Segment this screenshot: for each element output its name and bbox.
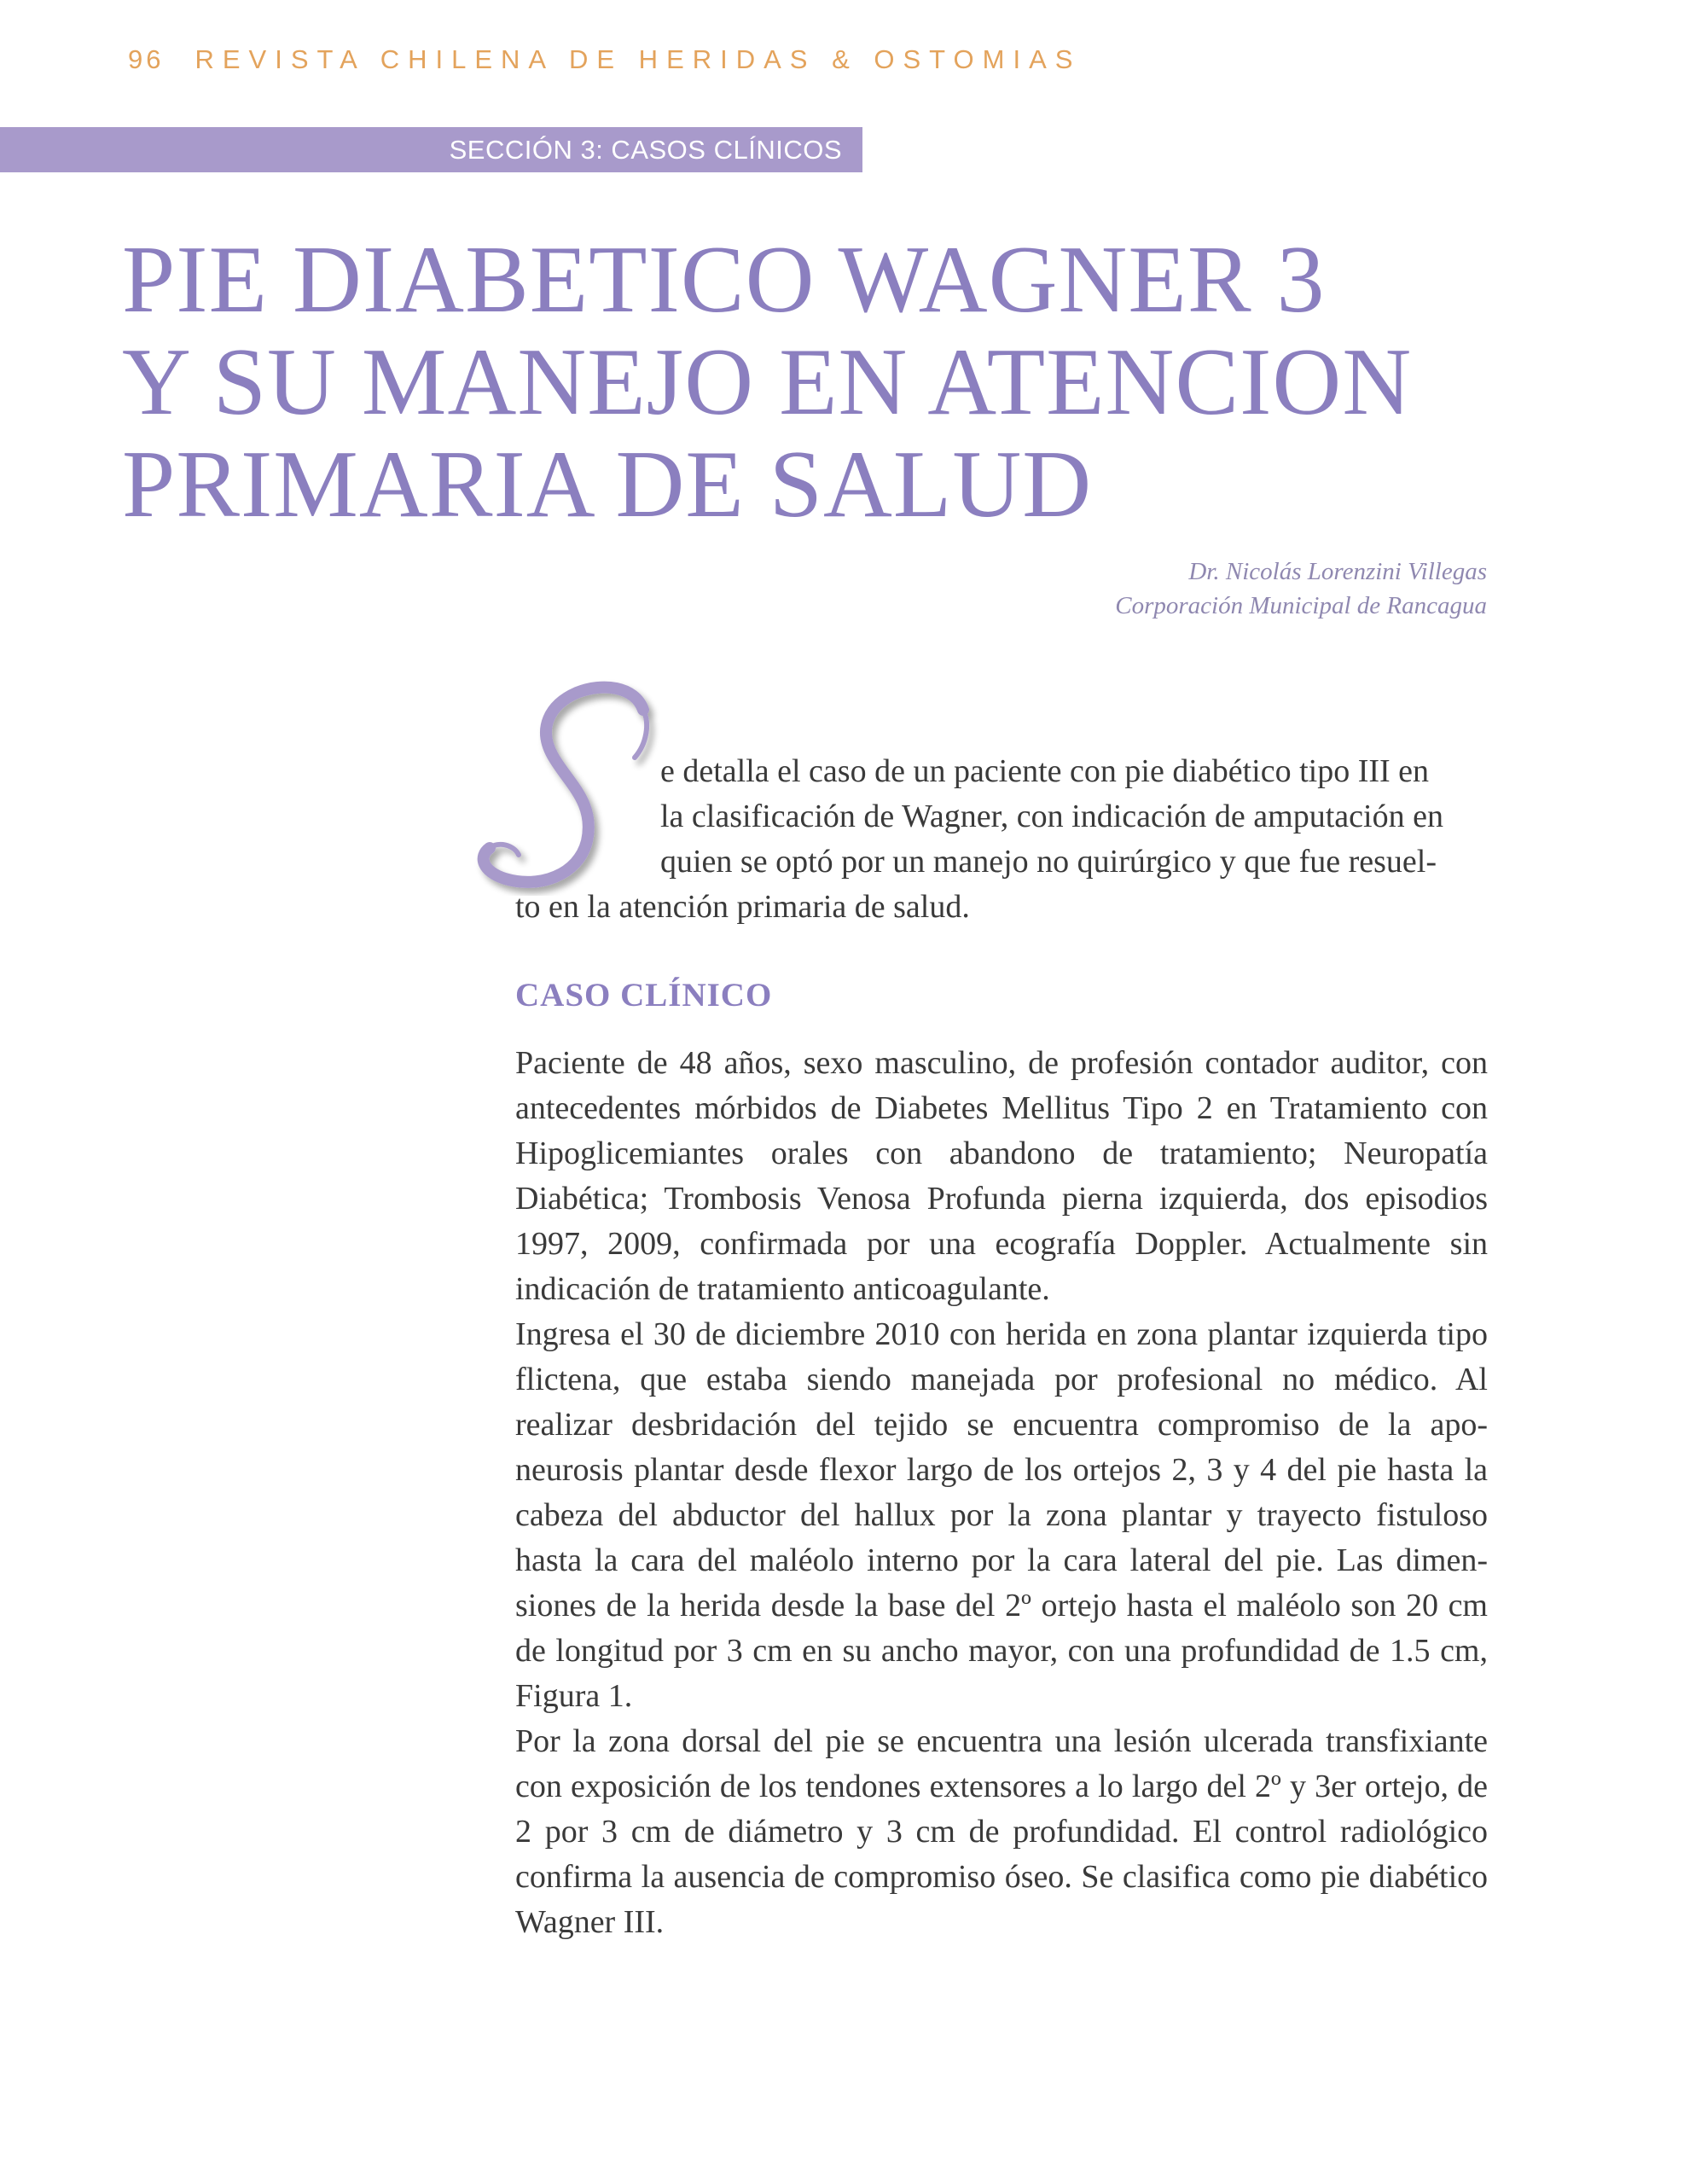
intro-line-1: e detalla el caso de un paciente con pie diabético tipo III en: [660, 753, 1430, 789]
byline: [1115, 555, 1487, 623]
case-body: [515, 1041, 1488, 1945]
case-paragraph-3: Por la zona dorsal del pie se encuentra una lesión ulcerada transfixiante con exposición de los tendones extensores a lo largo del 2º y 3er ortejo, de 2 por 3 cm de diámetro y 3 cm de profundidad. El control radiológico confirma la ausencia de compromiso óseo. Se clasifica como pie diabético Wagner III.: [515, 1723, 1488, 1940]
journal-name: REVISTA CHILENA DE HERIDAS & OSTOMIAS: [195, 44, 1082, 74]
intro-line-2: la clasificación de Wagner, con indicación de amputación en: [660, 799, 1443, 834]
title-line-3: PRIMARIA DE SALUD: [122, 432, 1093, 537]
title-line-2: Y SU MANEJO EN ATENCION: [122, 329, 1413, 435]
article-title: [122, 229, 1572, 536]
section-band: [0, 127, 862, 172]
author-affiliation: Corporación Municipal de Rancagua: [1115, 592, 1487, 619]
intro-line-3: quien se optó por un manejo no quirúrgico y que fue resuel-: [660, 844, 1437, 880]
case-paragraph-1: Paciente de 48 años, sexo masculino, de profesión contador auditor, con antecedentes mórbidos de Diabetes Mellitus Tipo 2 en Tratamiento con Hipoglicemiantes orales con abandono de tratamiento; Neuropatía Diabética; Trombosis Venosa Profunda pierna izquierda, dos episodios 1997, 2009, confirmada por una ecografía Doppler. Actualmente sin indicación de tratamiento anticoagulante.: [515, 1045, 1488, 1307]
author-name: Dr. Nicolás Lorenzini Villegas: [1188, 558, 1487, 585]
page-number: 96: [128, 44, 165, 74]
section-heading-caso-clinico: CASO CLÍNICO: [515, 977, 773, 1014]
intro-line-4: to en la atención primaria de salud.: [515, 889, 970, 925]
case-paragraph-2: Ingresa el 30 de diciembre 2010 con herida en zona plantar izquierda tipo flictena, que estaba siendo manejada por profesional no médico. Al realizar desbridación del tejido se encuentra compromiso de la aponeurosis plantar desde flexor largo de los ortejos 2, 3 y 4 del pie hasta la cabeza del abductor del hallux por la zona plantar y trayecto fistuloso hasta la cara del maléolo interno por la cara lateral del pie. Las dimensiones de la herida desde la base del 2º ortejo hasta el maléolo son 20 cm de longitud por 3 cm en su ancho mayor, con una profundidad de 1.5 cm, Figura 1.: [515, 1316, 1488, 1714]
section-label: SECCIÓN 3: CASOS CLÍNICOS: [449, 135, 842, 165]
intro-paragraph: [515, 749, 1488, 930]
running-head: [128, 44, 1081, 75]
title-line-1: PIE DIABETICO WAGNER 3: [122, 227, 1326, 333]
